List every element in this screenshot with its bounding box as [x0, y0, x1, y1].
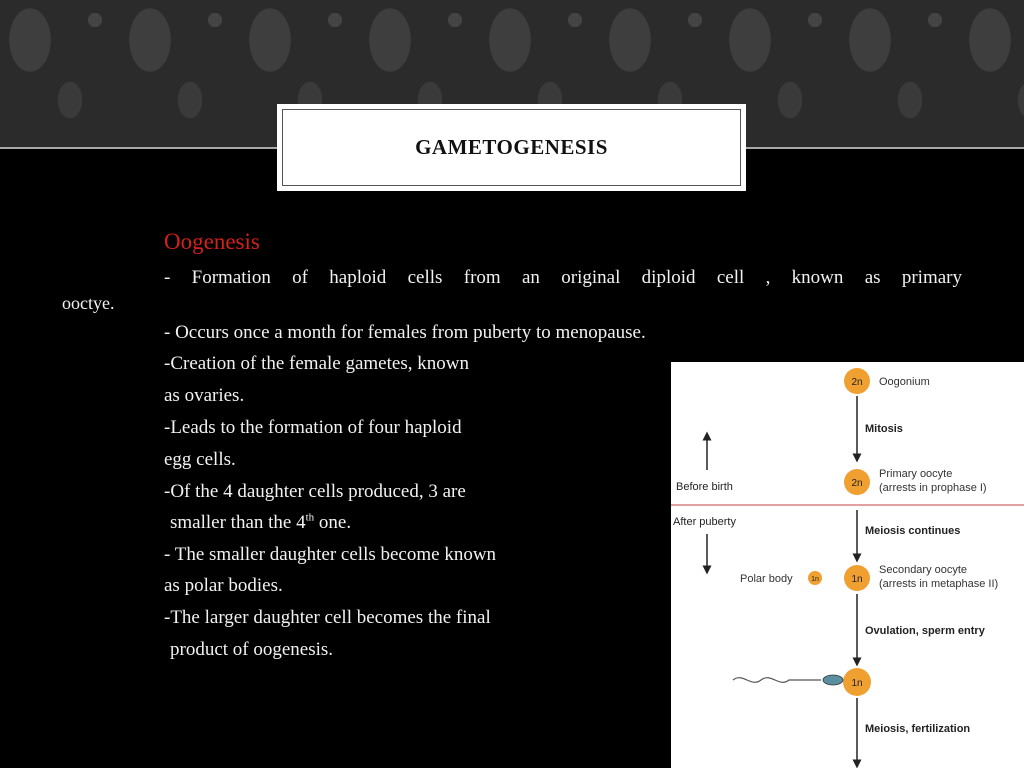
- step-mitosis: Mitosis: [865, 423, 903, 435]
- cell-label: Primary oocyte: [879, 468, 953, 480]
- diagram-svg: [671, 362, 1024, 768]
- cell-label: Secondary oocyte: [879, 564, 968, 576]
- bullet-3-line-2: as ovaries.: [164, 385, 245, 406]
- cell-ploidy: 1n: [851, 678, 863, 689]
- step-fertilization: Meiosis, fertilization: [865, 723, 971, 735]
- cell-primary-oocyte: [844, 468, 987, 495]
- step-meiosis-continues: Meiosis continues: [865, 525, 961, 537]
- cell-ploidy: 2n: [851, 478, 863, 489]
- cell-label: Oogonium: [879, 376, 930, 388]
- cell-sublabel: (arrests in prophase I): [879, 482, 987, 494]
- ordinal-suffix: th: [305, 511, 315, 524]
- bullet-4-line-1: -Leads to the formation of four haploid: [164, 417, 462, 438]
- bullet-5-line-1: -Of the 4 daughter cells produced, 3 are: [164, 481, 466, 502]
- bullet-7-line-2: product of oogenesis.: [170, 639, 334, 660]
- bullet-2: - Occurs once a month for females from puberty to menopause.: [164, 322, 646, 343]
- bullet-6-line-2: as polar bodies.: [164, 575, 283, 596]
- bullet-5-text-a: smaller than the 4: [170, 512, 306, 533]
- bullet-4-line-2: egg cells.: [164, 449, 236, 470]
- bullet-1-line-1: - Formation of haploid cells from an original diploid cell , known as primary: [164, 267, 962, 288]
- sperm-icon: [733, 675, 843, 685]
- cell-secondary-oocyte: [844, 564, 998, 591]
- cell-ploidy: 1n: [851, 574, 863, 585]
- oogenesis-diagram: [671, 362, 1024, 768]
- polar-body: [740, 571, 822, 585]
- bullet-7-line-1: -The larger daughter cell becomes the final: [164, 607, 491, 628]
- bullet-3-line-1: -Creation of the female gametes, known: [164, 353, 469, 374]
- cell-sublabel: (arrests in metaphase II): [879, 578, 999, 590]
- polar-ploidy: 1n: [811, 576, 819, 583]
- after-puberty-label: After puberty: [673, 516, 736, 528]
- cell-oogonium: [844, 368, 930, 394]
- bullet-1-line-2: ooctye.: [62, 293, 115, 313]
- section-heading: Oogenesis: [164, 229, 260, 254]
- bullet-5-line-2: [170, 511, 351, 535]
- slide-title: GAMETOGENESIS: [415, 135, 608, 159]
- cell-fertilized: [843, 668, 871, 696]
- cell-ploidy: 2n: [851, 377, 863, 388]
- bullet-6-line-1: - The smaller daughter cells become known: [164, 544, 497, 565]
- polar-body-label: Polar body: [740, 573, 793, 585]
- before-birth-label: Before birth: [676, 481, 733, 493]
- step-ovulation: Ovulation, sperm entry: [865, 625, 985, 637]
- bullet-5-text-b: one.: [314, 512, 352, 533]
